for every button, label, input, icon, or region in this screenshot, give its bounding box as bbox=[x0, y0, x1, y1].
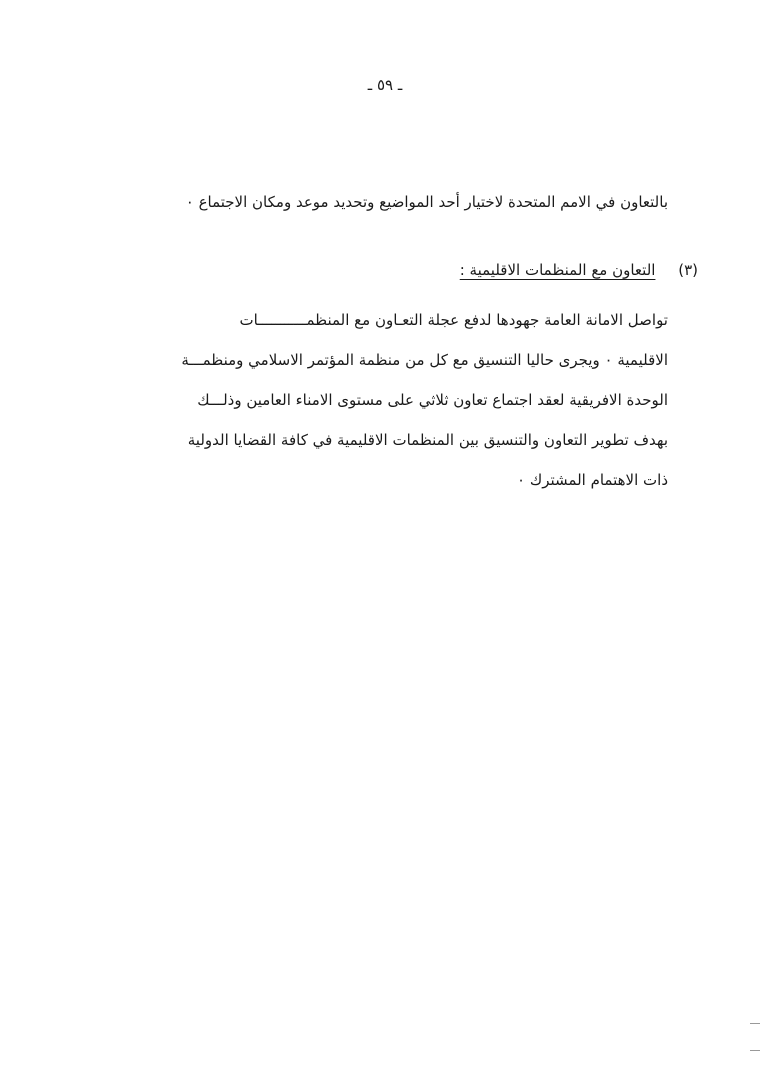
section-number: (٣) bbox=[678, 261, 698, 279]
paragraph-line-4: بهدف تطوير التعاون والتنسيق بين المنظمات الاقليمية في كافة القضايا الدولية bbox=[187, 431, 668, 449]
scan-edge-mark bbox=[750, 1050, 760, 1051]
paragraph-line-3: الوحدة الافريقية لعقد اجتماع تعاون ثلاثي على مستوى الامناء العامين وذلـــك bbox=[197, 391, 668, 409]
paragraph-line-1: تواصل الامانة العامة جهودها لدفع عجلة التعـاون مع المنظمـــــــــــات bbox=[239, 311, 668, 329]
section-title: التعاون مع المنظمات الاقليمية : bbox=[459, 261, 656, 279]
section-heading bbox=[460, 260, 698, 280]
scan-edge-mark bbox=[750, 1023, 760, 1024]
intro-line: بالتعاون في الامم المتحدة لاختيار أحد المواضيع وتحديد موعد ومكان الاجتماع ٠ bbox=[185, 193, 668, 211]
paragraph-line-5: ذات الاهتمام المشترك ٠ bbox=[517, 471, 668, 489]
paragraph-line-2: الاقليمية ٠ ويجرى حاليا التنسيق مع كل من منظمة المؤتمر الاسلامي ومنظمـــة bbox=[181, 351, 668, 369]
page-number: ـ ٥٩ ـ bbox=[367, 76, 403, 94]
